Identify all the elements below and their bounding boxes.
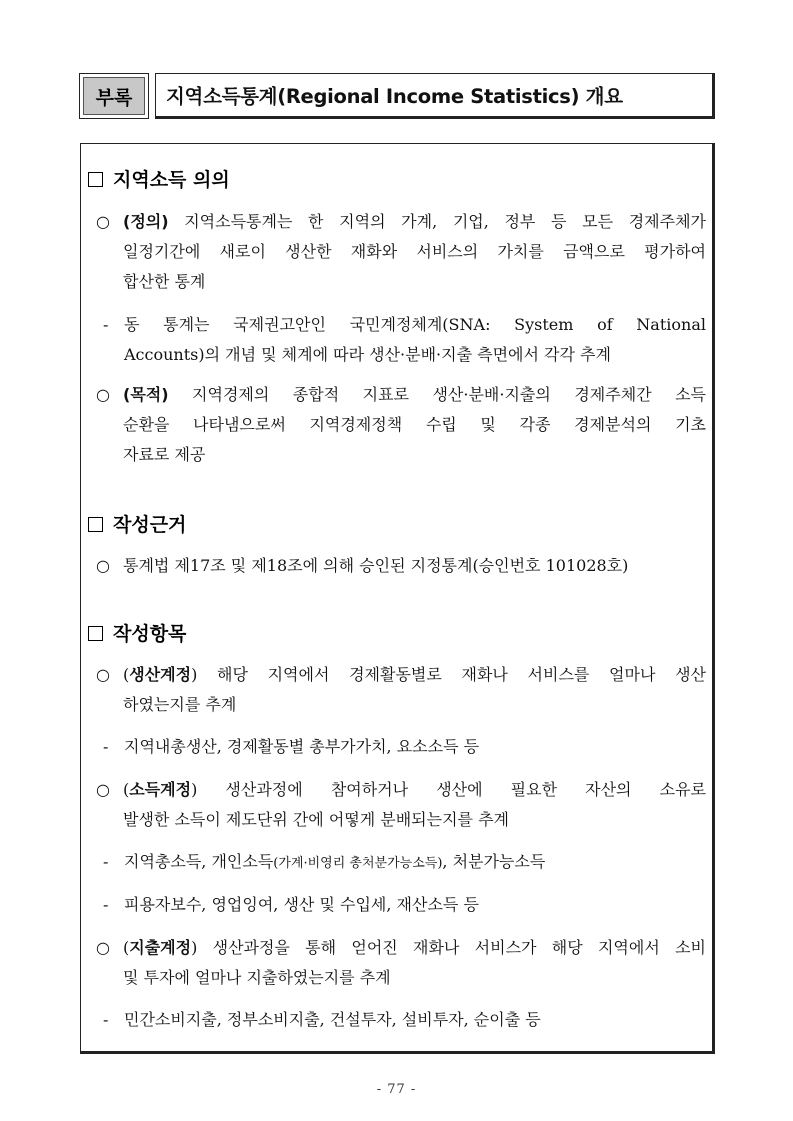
appendix-title: 지역소득통계(Regional Income Statistics) 개요 xyxy=(155,73,715,119)
keyword: (목적) xyxy=(123,385,169,404)
section-heading-text: 지역소득 의의 xyxy=(113,169,230,191)
checkbox-square-icon xyxy=(88,626,103,641)
list-item-purpose xyxy=(96,380,706,470)
item-line: 순환을 나타냄으로써 지역경제정책 수립 및 각종 경제분석의 기초 xyxy=(123,415,706,434)
item-text: , 처분가능소득 xyxy=(442,852,546,871)
paren: ) xyxy=(191,780,198,799)
sub-item-compensation xyxy=(103,890,706,920)
item-line: 발생한 소득이 제도단위 간에 어떻게 분배되는지를 추계 xyxy=(123,810,510,829)
item-text: 생산과정을 통해 얻어진 재화나 서비스가 해당 지역에서 소비 xyxy=(197,938,706,957)
circle-bullet-icon: ○ xyxy=(96,212,110,231)
appendix-tag-label: 부록 xyxy=(83,77,145,115)
dash-bullet: - xyxy=(103,895,109,914)
page-number: - 77 - xyxy=(376,1082,417,1097)
section-heading-compilation-items xyxy=(88,619,186,646)
sub-item-sna xyxy=(103,310,706,370)
item-line xyxy=(123,207,706,237)
checkbox-square-icon xyxy=(88,517,103,532)
circle-bullet-icon: ○ xyxy=(96,556,110,575)
dash-bullet: - xyxy=(103,315,109,334)
dash-bullet: - xyxy=(103,1010,109,1029)
keyword: (정의) xyxy=(123,212,169,231)
circle-bullet-icon: ○ xyxy=(96,385,110,404)
section-heading-significance xyxy=(88,165,230,192)
item-line xyxy=(123,775,706,805)
list-item-production-account xyxy=(96,660,706,720)
section-heading-text: 작성근거 xyxy=(113,514,187,536)
item-line: 동 통계는 국제권고안인 국민계정체계(SNA: System of National xyxy=(124,315,706,334)
sub-item-gdp xyxy=(103,732,706,762)
dash-bullet: - xyxy=(103,852,109,871)
item-line: 일정기간에 새로이 생산한 재화와 서비스의 가치를 금액으로 평가하여 xyxy=(123,242,706,261)
circle-bullet-icon: ○ xyxy=(96,780,110,799)
item-line: 자료로 제공 xyxy=(123,445,206,464)
paren: ) xyxy=(191,938,198,957)
item-line xyxy=(123,380,706,410)
item-text: 지역경제의 종합적 지표로 생산·분배·지출의 경제주체간 소득 xyxy=(168,385,706,404)
sub-item-consumption xyxy=(103,1005,706,1035)
list-item-expenditure-account xyxy=(96,933,706,993)
appendix-tag xyxy=(79,73,149,119)
item-line xyxy=(124,847,706,879)
keyword: 소득계정 xyxy=(129,780,192,799)
checkbox-square-icon xyxy=(88,172,103,187)
appendix-header xyxy=(79,73,715,121)
item-text: 해당 지역에서 경제활동별로 재화나 서비스를 얼마나 생산 xyxy=(197,665,706,684)
sub-item-regional-income xyxy=(103,847,706,879)
item-line xyxy=(123,660,706,690)
item-line: 하였는지를 추계 xyxy=(123,695,237,714)
section-heading-legal-basis xyxy=(88,510,186,537)
paren: ( xyxy=(123,665,130,684)
list-item-definition xyxy=(96,207,706,297)
item-line: 통계법 제17조 및 제18조에 의해 승인된 지정통계(승인번호 101028호) xyxy=(123,556,629,575)
item-line xyxy=(123,933,706,963)
paren: ) xyxy=(191,665,198,684)
item-line: 및 투자에 얼마나 지출하였는지를 추계 xyxy=(123,968,391,987)
item-line: Accounts)의 개념 및 체계에 따라 생산·분배·지출 측면에서 각각 추계 xyxy=(124,345,611,364)
circle-bullet-icon: ○ xyxy=(96,665,110,684)
item-line: 민간소비지출, 정부소비지출, 건설투자, 설비투자, 순이출 등 xyxy=(124,1010,541,1029)
item-line: 지역내총생산, 경제활동별 총부가가치, 요소소득 등 xyxy=(124,737,480,756)
item-line: 합산한 통계 xyxy=(123,272,206,291)
dash-bullet: - xyxy=(103,737,109,756)
keyword: 지출계정 xyxy=(129,938,192,957)
item-text: 지역소득통계는 한 지역의 가계, 기업, 정부 등 모든 경제주체가 xyxy=(168,212,706,231)
paren: ( xyxy=(123,938,130,957)
item-line: 피용자보수, 영업잉여, 생산 및 수입세, 재산소득 등 xyxy=(124,895,479,914)
item-text: 지역총소득, 개인소득 xyxy=(124,852,274,871)
list-item-statistics-act xyxy=(96,551,706,581)
circle-bullet-icon: ○ xyxy=(96,938,110,957)
item-text: 생산과정에 참여하거나 생산에 필요한 자산의 소유로 xyxy=(197,780,706,799)
item-text-small: (가계·비영리 총처분가능소득) xyxy=(273,856,443,871)
list-item-income-account xyxy=(96,775,706,835)
paren: ( xyxy=(123,780,130,799)
section-heading-text: 작성항목 xyxy=(113,623,187,645)
keyword: 생산계정 xyxy=(129,665,192,684)
